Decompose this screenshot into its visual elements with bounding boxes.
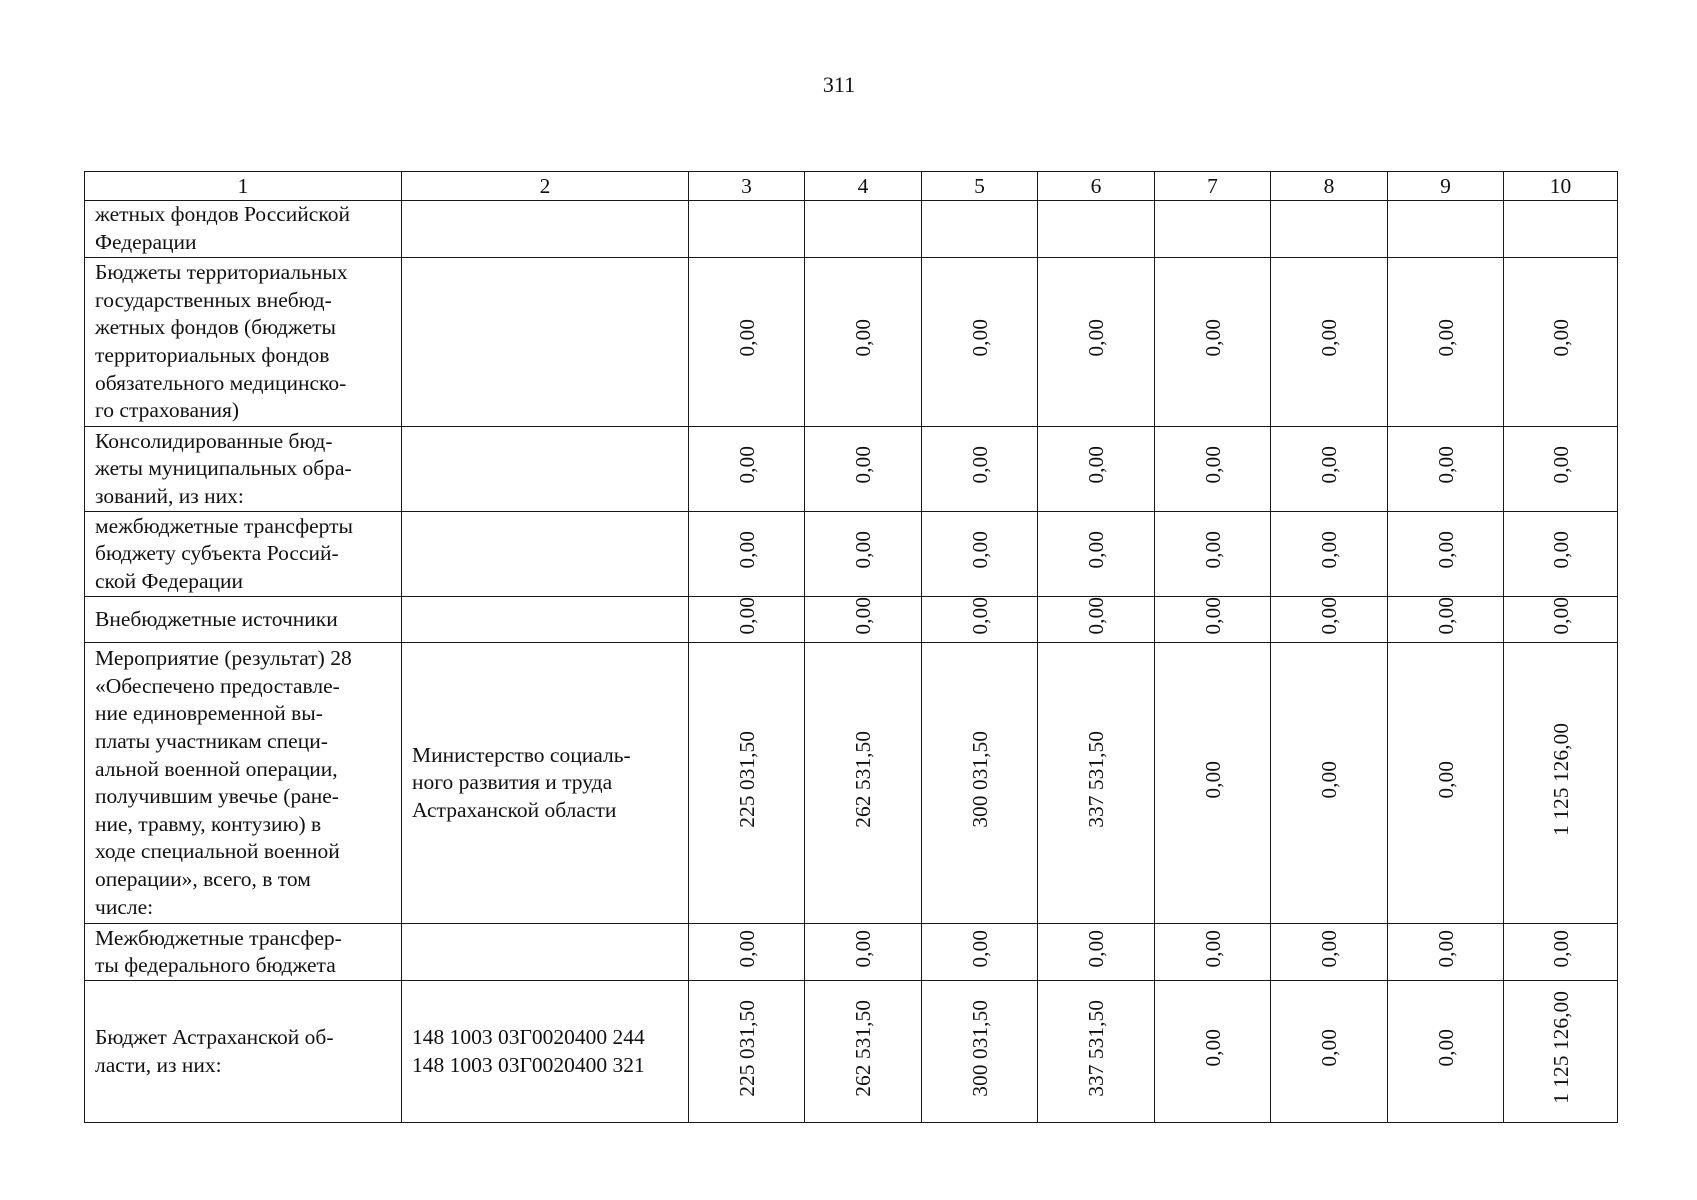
row-name-line: ласти, из них:	[95, 1052, 222, 1077]
row-name-line: Федерации	[95, 230, 197, 254]
row-name-line: го страхования)	[95, 398, 240, 423]
value-text: 262 531,50	[851, 999, 875, 1097]
executor-cell	[402, 981, 689, 1123]
table-row	[85, 597, 1618, 643]
value-cell-col-8	[1271, 643, 1388, 924]
value-cell-col-5	[922, 201, 1038, 258]
value-cell-col-7	[1155, 201, 1271, 258]
value-cell-col-4	[805, 924, 922, 981]
value-text: 0,00	[851, 319, 875, 358]
row-name-line: Бюджет Астраханской об-	[95, 1025, 334, 1050]
value-text: 0,00	[1084, 531, 1108, 570]
value-cell-col-3	[689, 427, 805, 512]
value-cell-col-4	[805, 201, 922, 258]
value-text: 0,00	[1200, 446, 1225, 485]
table-row	[85, 643, 1618, 924]
value-cell-col-6	[1038, 643, 1155, 924]
value-cell-col-8	[1271, 427, 1388, 512]
executor-cell	[402, 512, 689, 597]
value-text: 0,00	[1200, 597, 1225, 635]
row-name-line: альной военной операции,	[95, 756, 338, 781]
value-text: 0,00	[1084, 929, 1108, 968]
value-cell-col-6	[1038, 597, 1155, 643]
value-cell-col-3	[689, 201, 805, 258]
row-name-line: «Обеспечено предоставле-	[95, 673, 340, 698]
value-text: 0,00	[1084, 597, 1108, 635]
value-text: 0,00	[851, 531, 875, 570]
value-cell-col-5	[922, 427, 1038, 512]
value-cell-col-5	[922, 258, 1038, 427]
executor-cell	[402, 427, 689, 512]
row-name-cell	[85, 981, 402, 1123]
value-text: 300 031,50	[967, 999, 992, 1097]
value-text: 0,00	[1317, 1029, 1341, 1067]
row-name-line: Бюджеты территориальных	[95, 260, 348, 285]
table-row	[85, 981, 1618, 1123]
budget-table	[84, 171, 1618, 1123]
value-text: 0,00	[967, 319, 992, 358]
row-name-line: Внебюджетные источники	[95, 606, 338, 631]
value-cell-col-9	[1388, 512, 1504, 597]
value-cell-col-9	[1388, 427, 1504, 512]
value-cell-col-10	[1504, 643, 1618, 924]
value-cell-col-6	[1038, 924, 1155, 981]
column-header: 1	[85, 172, 402, 201]
row-name-line: жетных фондов Российской	[95, 202, 350, 227]
row-name-line: жеты муниципальных обра-	[95, 456, 352, 481]
table-row	[85, 924, 1618, 981]
value-cell-col-3	[689, 981, 805, 1123]
value-cell-col-7	[1155, 597, 1271, 643]
value-text: 1 125 126,00	[1548, 722, 1573, 836]
value-text: 300 031,50	[967, 731, 992, 828]
page-number: 311	[822, 72, 856, 97]
value-text: 0,00	[1200, 1029, 1225, 1067]
value-text: 0,00	[1433, 1029, 1458, 1067]
value-text: 0,00	[1200, 319, 1225, 358]
value-cell-col-6	[1038, 981, 1155, 1123]
value-cell-col-6	[1038, 258, 1155, 427]
value-text: 0,00	[851, 446, 875, 485]
executor-line: Астраханской области	[412, 798, 617, 823]
value-text: 0,00	[1317, 929, 1341, 968]
column-header: 3	[689, 172, 805, 201]
value-text: 1 125 126,00	[1548, 991, 1573, 1105]
executor-line: Министерство социаль-	[412, 742, 631, 767]
row-name-line: государственных внебюд-	[95, 287, 332, 312]
value-cell-col-10	[1504, 512, 1618, 597]
value-cell-col-3	[689, 643, 805, 924]
value-cell-col-3	[689, 924, 805, 981]
value-cell-col-9	[1388, 597, 1504, 643]
value-cell-col-5	[922, 981, 1038, 1123]
value-cell-col-10	[1504, 427, 1618, 512]
row-name-line: бюджету субъекта Россий-	[95, 541, 339, 566]
value-cell-col-9	[1388, 981, 1504, 1123]
value-text: 337 531,50	[1084, 999, 1108, 1097]
value-cell-col-4	[805, 597, 922, 643]
value-cell-col-9	[1388, 924, 1504, 981]
value-text: 0,00	[1317, 319, 1341, 358]
value-text: 0,00	[1433, 531, 1458, 570]
executor-cell	[402, 924, 689, 981]
value-text: 0,00	[967, 597, 992, 635]
value-text: 225 031,50	[734, 731, 759, 828]
column-header: 6	[1038, 172, 1155, 201]
executor-line: 148 1003 03Г0020400 321	[412, 1052, 645, 1077]
value-text: 0,00	[1433, 597, 1458, 635]
value-cell-col-4	[805, 258, 922, 427]
row-name-line: Консолидированные бюд-	[95, 428, 333, 453]
value-cell-col-10	[1504, 258, 1618, 427]
row-name-line: ской Федерации	[95, 568, 244, 593]
value-text: 0,00	[851, 597, 875, 635]
value-text: 0,00	[1433, 446, 1458, 485]
value-text: 0,00	[734, 319, 759, 358]
value-cell-col-5	[922, 597, 1038, 643]
row-name-cell	[85, 512, 402, 597]
row-name-line: ты федерального бюджета	[95, 953, 336, 978]
executor-line: 148 1003 03Г0020400 244	[412, 1025, 645, 1050]
column-header: 5	[922, 172, 1038, 201]
value-cell-col-10	[1504, 201, 1618, 258]
value-cell-col-9	[1388, 258, 1504, 427]
row-name-line: платы участникам специ-	[95, 729, 328, 754]
header-row	[85, 172, 1618, 201]
column-header: 8	[1271, 172, 1388, 201]
value-text: 0,00	[1433, 929, 1458, 968]
value-text: 0,00	[967, 929, 992, 968]
row-name-line: зований, из них:	[95, 483, 244, 508]
value-text: 0,00	[1317, 597, 1341, 635]
value-text: 262 531,50	[851, 731, 875, 828]
value-text: 0,00	[734, 597, 759, 635]
value-text: 0,00	[1548, 319, 1573, 358]
row-name-line: операции», всего, в том	[95, 867, 311, 891]
value-cell-col-7	[1155, 427, 1271, 512]
value-text: 0,00	[967, 531, 992, 570]
value-cell-col-8	[1271, 201, 1388, 258]
value-cell-col-3	[689, 597, 805, 643]
row-name-cell	[85, 643, 402, 924]
value-cell-col-9	[1388, 643, 1504, 924]
executor-cell	[402, 597, 689, 643]
value-cell-col-4	[805, 512, 922, 597]
value-text: 225 031,50	[734, 999, 759, 1097]
value-cell-col-7	[1155, 258, 1271, 427]
table-row	[85, 258, 1618, 427]
value-cell-col-10	[1504, 597, 1618, 643]
value-cell-col-4	[805, 981, 922, 1123]
value-text: 0,00	[1084, 319, 1108, 358]
value-text: 337 531,50	[1084, 731, 1108, 828]
value-text: 0,00	[734, 446, 759, 485]
value-cell-col-8	[1271, 597, 1388, 643]
row-name-cell	[85, 427, 402, 512]
row-name-line: обязательного медицинско-	[95, 370, 347, 395]
value-cell-col-6	[1038, 201, 1155, 258]
value-text: 0,00	[734, 531, 759, 570]
value-cell-col-5	[922, 512, 1038, 597]
value-cell-col-10	[1504, 981, 1618, 1123]
value-text: 0,00	[851, 929, 875, 968]
row-name-line: ние единовременной вы-	[95, 701, 323, 726]
value-cell-col-8	[1271, 512, 1388, 597]
value-cell-col-3	[689, 512, 805, 597]
value-text: 0,00	[1548, 597, 1573, 635]
value-text: 0,00	[1317, 531, 1341, 570]
value-text: 0,00	[1548, 929, 1573, 968]
column-header: 9	[1388, 172, 1504, 201]
row-name-line: ходе специальной военной	[95, 839, 340, 864]
column-header: 2	[402, 172, 689, 201]
row-name-line: Межбюджетные трансфер-	[95, 925, 342, 950]
value-text: 0,00	[1433, 319, 1458, 358]
row-name-line: получившим увечье (ране-	[95, 784, 339, 809]
column-header: 10	[1504, 172, 1618, 201]
value-cell-col-5	[922, 924, 1038, 981]
value-text: 0,00	[1200, 531, 1225, 570]
executor-cell	[402, 201, 689, 258]
row-name-line: межбюджетные трансферты	[95, 513, 353, 538]
value-text: 0,00	[1548, 446, 1573, 485]
value-cell-col-7	[1155, 924, 1271, 981]
executor-cell	[402, 258, 689, 427]
value-cell-col-10	[1504, 924, 1618, 981]
value-text: 0,00	[1433, 760, 1458, 799]
value-cell-col-6	[1038, 512, 1155, 597]
value-cell-col-3	[689, 258, 805, 427]
value-cell-col-8	[1271, 258, 1388, 427]
row-name-line: числе:	[95, 894, 154, 919]
value-cell-col-7	[1155, 981, 1271, 1123]
value-cell-col-7	[1155, 512, 1271, 597]
executor-line: ного развития и труда	[412, 770, 613, 795]
table-row	[85, 427, 1618, 512]
value-text: 0,00	[1200, 760, 1225, 799]
column-header: 7	[1155, 172, 1271, 201]
value-text: 0,00	[1084, 446, 1108, 485]
row-name-line: жетных фондов (бюджеты	[95, 315, 336, 340]
value-text: 0,00	[1317, 760, 1341, 799]
value-cell-col-9	[1388, 201, 1504, 258]
value-text: 0,00	[967, 446, 992, 485]
value-cell-col-4	[805, 427, 922, 512]
row-name-cell	[85, 258, 402, 427]
table-body	[85, 201, 1618, 1123]
value-cell-col-8	[1271, 924, 1388, 981]
value-text: 0,00	[734, 929, 759, 968]
column-header: 4	[805, 172, 922, 201]
executor-cell	[402, 643, 689, 924]
value-cell-col-6	[1038, 427, 1155, 512]
value-text: 0,00	[1200, 929, 1225, 968]
row-name-cell	[85, 924, 402, 981]
row-name-line: ние, травму, контузию) в	[95, 811, 322, 836]
row-name-cell	[85, 597, 402, 643]
value-cell-col-7	[1155, 643, 1271, 924]
value-cell-col-4	[805, 643, 922, 924]
table-row	[85, 201, 1618, 258]
table-row	[85, 512, 1618, 597]
value-cell-col-5	[922, 643, 1038, 924]
row-name-line: территориальных фондов	[95, 343, 330, 367]
value-cell-col-8	[1271, 981, 1388, 1123]
row-name-cell	[85, 201, 402, 258]
value-text: 0,00	[1317, 446, 1341, 485]
value-text: 0,00	[1548, 531, 1573, 570]
row-name-line: Мероприятие (результат) 28	[95, 646, 352, 671]
